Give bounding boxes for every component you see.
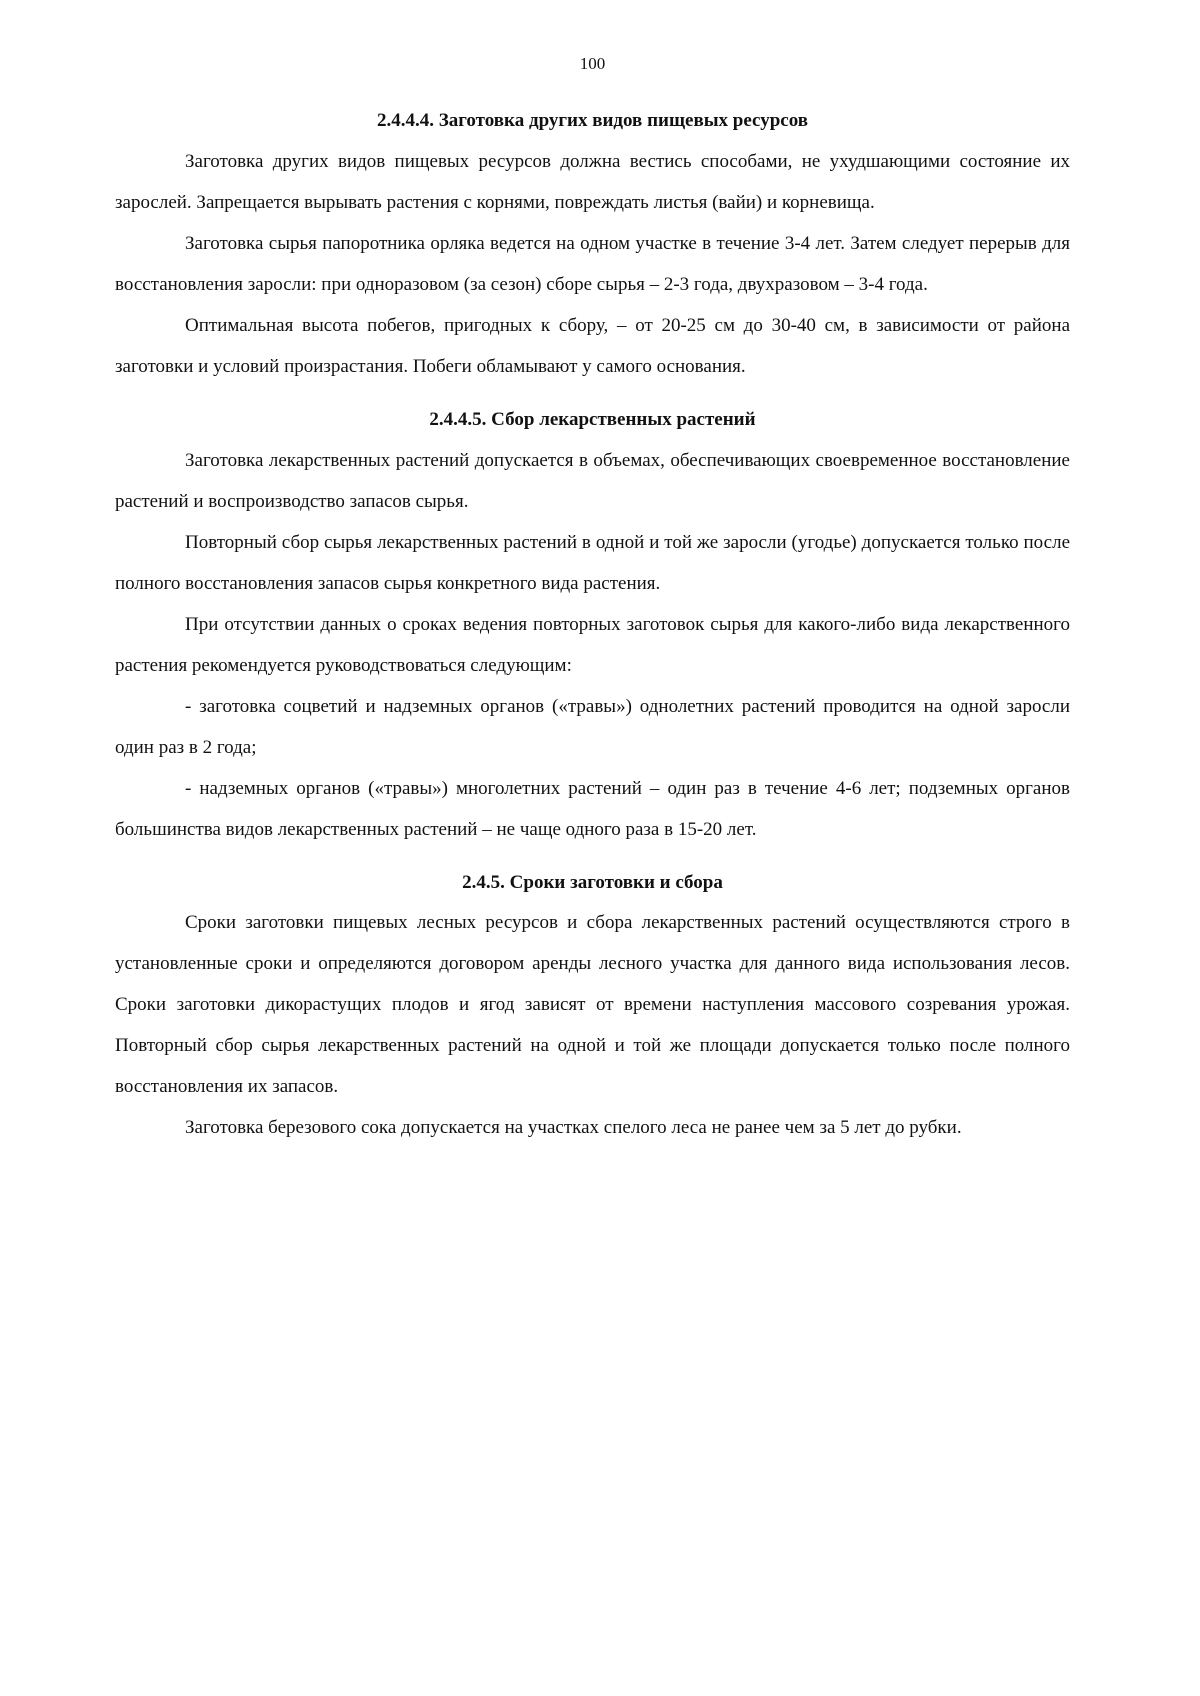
list-item: - заготовка соцветий и надземных органов («травы») однолетних растений проводится на одной заросли один раз в 2 года; [115, 695, 1070, 758]
section-heading: 2.4.4.5. Сбор лекарственных растений [429, 408, 756, 430]
paragraph: Повторный сбор сырья лекарственных растений в одной и той же заросли (угодье) допускается только после полного восстановления запасов сырья конкретного вида растения. [115, 531, 1070, 594]
page-number: 100 [579, 54, 606, 73]
paragraph: Заготовка березового сока допускается на участках спелого леса не ранее чем за 5 лет до рубки. [185, 1117, 962, 1139]
list-item: - надземных органов («травы») многолетних растений – один раз в течение 4-6 лет; подземных органов большинства видов лекарственных растений – не чаще одного раза в 15-20 лет. [115, 777, 1070, 840]
paragraph: Сроки заготовки пищевых лесных ресурсов и сбора лекарственных растений осуществляются строго в установленные сроки и определяются договором аренды лесного участка для данного вида использования лесов. Сроки заготовки дикорастущих плодов и ягод зависят от времени наступления массового созревания урожая. Повторный сбор сырья лекарственных растений на одной и той же площади допускается только после полного восстановления их запасов. [115, 912, 1070, 1098]
paragraph: Заготовка других видов пищевых ресурсов должна вестись способами, не ухудшающими состояние их зарослей. Запрещается вырывать растения с корнями, повреждать листья (вайи) и корневища. [115, 150, 1070, 213]
paragraph: Заготовка лекарственных растений допускается в объемах, обеспечивающих своевременное восстановление растений и воспроизводство запасов сырья. [115, 449, 1070, 512]
paragraph: При отсутствии данных о сроках ведения повторных заготовок сырья для какого-либо вида лекарственного растения рекомендуется руководствоваться следующим: [115, 613, 1070, 676]
section-2-4-4-5 [115, 409, 1070, 850]
paragraph: Оптимальная высота побегов, пригодных к сбору, – от 20-25 см до 30-40 см, в зависимости от района заготовки и условий произрастания. Побеги обламывают у самого основания. [115, 314, 1070, 377]
section-2-4-4-4 [115, 110, 1070, 387]
section-2-4-5 [115, 872, 1070, 1149]
paragraph: Заготовка сырья папоротника орляка ведется на одном участке в течение 3-4 лет. Затем следует перерыв для восстановления заросли: при одноразовом (за сезон) сборе сырья – 2-3 года, двухразовом – 3-4 года. [115, 232, 1070, 295]
section-heading: 2.4.4.4. Заготовка других видов пищевых ресурсов [377, 110, 808, 131]
section-heading: 2.4.5. Сроки заготовки и сбора [462, 871, 723, 893]
